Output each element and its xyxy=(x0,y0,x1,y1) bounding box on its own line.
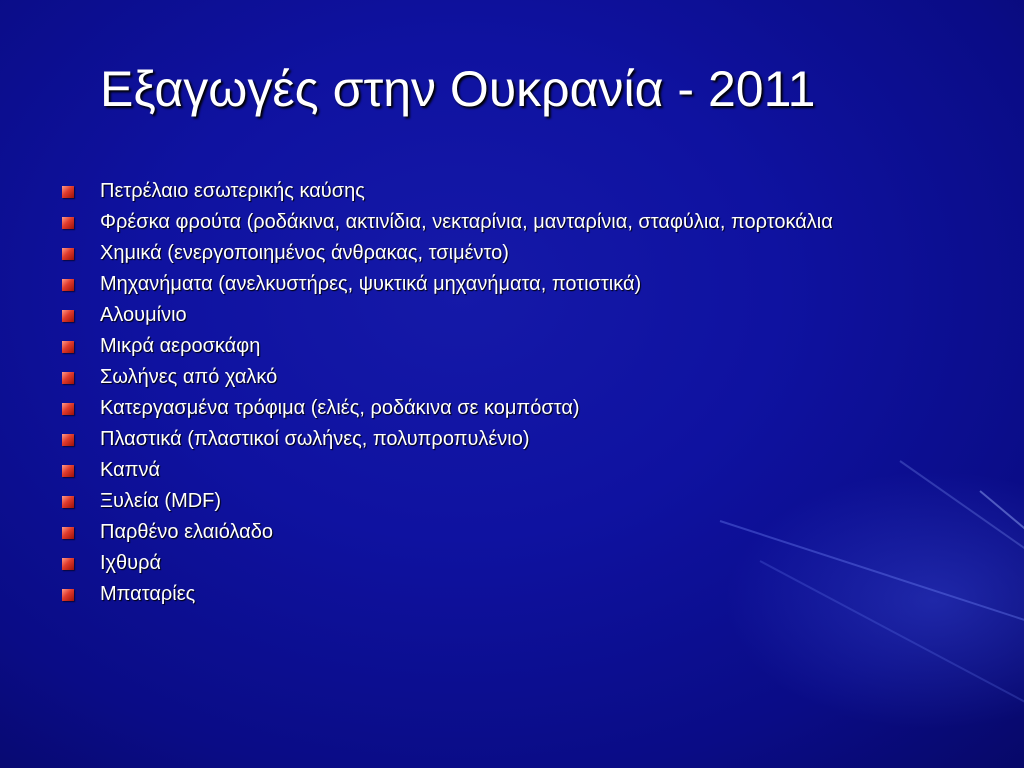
list-item xyxy=(62,335,942,358)
list-item-text: Κατεργασμένα τρόφιμα (ελιές, ροδάκινα σε κομπόστα) xyxy=(100,397,580,419)
list-item xyxy=(62,583,942,606)
bullet-list xyxy=(62,180,942,614)
list-item xyxy=(62,180,942,203)
list-item-text: Μηχανήματα (ανελκυστήρες, ψυκτικά μηχανήματα, ποτιστικά) xyxy=(100,273,642,295)
red-square-bullet-icon xyxy=(62,465,74,477)
red-square-bullet-icon xyxy=(62,558,74,570)
list-item-text: Μικρά αεροσκάφη xyxy=(100,335,261,357)
list-item xyxy=(62,521,942,544)
red-square-bullet-icon xyxy=(62,341,74,353)
list-item-text: Καπνά xyxy=(100,459,161,481)
list-item-text: Πετρέλαιο εσωτερικής καύσης xyxy=(100,180,365,202)
list-item-text: Ξυλεία (MDF) xyxy=(100,490,222,512)
red-square-bullet-icon xyxy=(62,527,74,539)
red-square-bullet-icon xyxy=(62,310,74,322)
list-item xyxy=(62,552,942,575)
list-item-text: Αλουμίνιο xyxy=(100,304,187,326)
red-square-bullet-icon xyxy=(62,186,74,198)
list-item xyxy=(62,428,942,451)
list-item-text: Φρέσκα φρούτα (ροδάκινα, ακτινίδια, νεκταρίνια, μανταρίνια, σταφύλια, πορτοκάλια xyxy=(100,211,833,233)
red-square-bullet-icon xyxy=(62,403,74,415)
list-item-text: Χημικά (ενεργοποιημένος άνθρακας, τσιμέντο) xyxy=(100,242,509,264)
list-item-text: Παρθένο ελαιόλαδο xyxy=(100,521,273,543)
list-item-text: Μπαταρίες xyxy=(100,583,196,605)
red-square-bullet-icon xyxy=(62,279,74,291)
red-square-bullet-icon xyxy=(62,496,74,508)
list-item xyxy=(62,397,942,420)
list-item xyxy=(62,211,942,234)
red-square-bullet-icon xyxy=(62,248,74,260)
red-square-bullet-icon xyxy=(62,434,74,446)
list-item xyxy=(62,490,942,513)
list-item-text: Σωλήνες από χαλκό xyxy=(100,366,278,388)
list-item xyxy=(62,304,942,327)
slide-title: Εξαγωγές στην Ουκρανία - 2011 xyxy=(100,61,816,117)
list-item xyxy=(62,273,942,296)
list-item xyxy=(62,366,942,389)
list-item-text: Ιχθυρά xyxy=(100,552,162,574)
list-item-text: Πλαστικά (πλαστικοί σωλήνες, πολυπροπυλένιο) xyxy=(100,428,530,450)
list-item xyxy=(62,242,942,265)
list-item xyxy=(62,459,942,482)
red-square-bullet-icon xyxy=(62,217,74,229)
red-square-bullet-icon xyxy=(62,589,74,601)
red-square-bullet-icon xyxy=(62,372,74,384)
